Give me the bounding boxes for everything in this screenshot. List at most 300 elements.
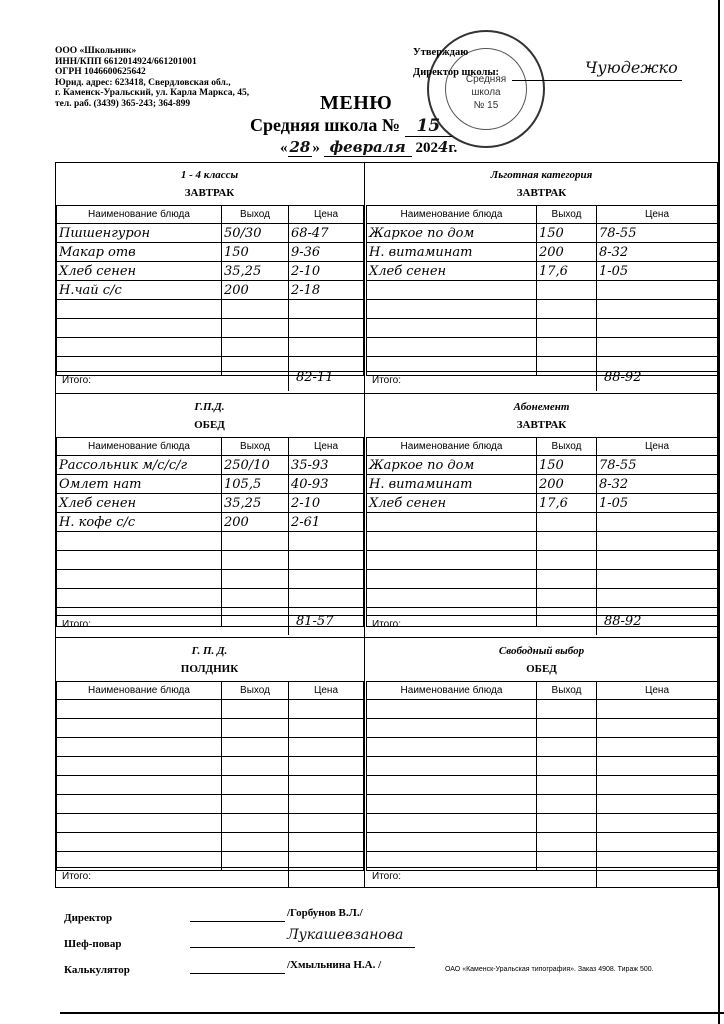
- column-divider: [364, 163, 365, 887]
- price-cell: 8-32: [597, 475, 718, 494]
- price-cell: [289, 551, 364, 570]
- column-header-name: Наименование блюда: [367, 206, 537, 224]
- output-cell: [537, 738, 597, 757]
- dish-name-cell: Жаркое по дом: [367, 456, 537, 475]
- table-row: [367, 338, 718, 357]
- output-cell: [222, 319, 289, 338]
- dish-name-cell: [367, 589, 537, 608]
- dish-name-cell: Н. витаминат: [367, 243, 537, 262]
- table-row: [367, 357, 718, 376]
- total-box-divider: [596, 615, 597, 635]
- school-title: [250, 115, 452, 136]
- price-cell: [289, 719, 364, 738]
- dish-name-cell: [367, 281, 537, 300]
- output-cell: [537, 570, 597, 589]
- total-box-divider: [596, 371, 597, 391]
- table-row: [57, 319, 364, 338]
- output-cell: [222, 589, 289, 608]
- column-header-price: Цена: [597, 206, 718, 224]
- table-row: [57, 494, 364, 513]
- table-row: [367, 319, 718, 338]
- panel-meal: ПОЛДНИК: [180, 663, 239, 675]
- output-cell: 200: [222, 281, 289, 300]
- price-cell: [289, 338, 364, 357]
- output-cell: [537, 814, 597, 833]
- dish-name-cell: [367, 357, 537, 376]
- price-cell: [289, 319, 364, 338]
- output-cell: 200: [222, 513, 289, 532]
- price-cell: [597, 833, 718, 852]
- org-phone: тел. раб. (3439) 365-243; 364-899: [55, 98, 191, 109]
- price-cell: [597, 700, 718, 719]
- panel-category: Г. П. Д.: [191, 645, 228, 657]
- dish-name-cell: Рассольник м/с/с/г: [57, 456, 222, 475]
- total-box-divider: [288, 371, 289, 391]
- dish-name-cell: Макар отв: [57, 243, 222, 262]
- total-box-divider: [596, 867, 597, 887]
- panel-meal: ЗАВТРАК: [516, 419, 567, 431]
- output-cell: [222, 570, 289, 589]
- approval-label: Утверждаю: [413, 47, 469, 58]
- table-row: [367, 551, 718, 570]
- table-row: [57, 719, 364, 738]
- output-cell: 35,25: [222, 262, 289, 281]
- total-value: 82-11: [296, 370, 334, 385]
- output-cell: [222, 700, 289, 719]
- chef-label: Шеф-повар: [64, 938, 122, 950]
- stamp-line-1: Средняя: [465, 74, 507, 85]
- menu-date: « 28 » февраля 2024г.: [280, 138, 458, 156]
- panel-category: Абонемент: [513, 401, 570, 413]
- scan-edge-right: [718, 0, 720, 1024]
- output-cell: [222, 532, 289, 551]
- total-label: Итого:: [372, 871, 401, 882]
- table-row: [367, 532, 718, 551]
- table-header-row: [57, 682, 364, 700]
- date-year: 202: [415, 140, 438, 156]
- dish-name-cell: [57, 319, 222, 338]
- output-cell: 150: [537, 456, 597, 475]
- output-cell: [537, 719, 597, 738]
- dish-name-cell: Н. витаминат: [367, 475, 537, 494]
- table-row: [57, 757, 364, 776]
- table-row: [57, 589, 364, 608]
- menu-table: [56, 681, 364, 871]
- table-row: [57, 243, 364, 262]
- director-signature: Чуюдежко: [585, 58, 678, 77]
- dish-name-cell: [367, 338, 537, 357]
- column-header-price: Цена: [597, 438, 718, 456]
- org-address-2: г. Каменск-Уральский, ул. Карла Маркса, 45,: [55, 88, 250, 99]
- price-cell: [289, 795, 364, 814]
- menu-table: [366, 205, 718, 376]
- table-row: [367, 814, 718, 833]
- price-cell: 2-18: [289, 281, 364, 300]
- table-row: [367, 719, 718, 738]
- dish-name-cell: [57, 357, 222, 376]
- dish-name-cell: [367, 814, 537, 833]
- dish-name-cell: [57, 589, 222, 608]
- total-row-line: [366, 867, 717, 868]
- school-number: 15: [405, 116, 453, 137]
- column-header-output: Выход: [537, 682, 597, 700]
- chef-sign-line: [190, 947, 285, 948]
- dish-name-cell: [367, 300, 537, 319]
- date-month: февраля: [324, 138, 412, 157]
- dish-name-cell: Жаркое по дом: [367, 224, 537, 243]
- output-cell: [537, 700, 597, 719]
- dish-name-cell: [367, 700, 537, 719]
- output-cell: 250/10: [222, 456, 289, 475]
- director-signature-line: [512, 80, 682, 81]
- dish-name-cell: Пшшенгурон: [57, 224, 222, 243]
- dish-name-cell: Н.чай с/с: [57, 281, 222, 300]
- price-cell: [597, 338, 718, 357]
- price-cell: [289, 833, 364, 852]
- output-cell: [537, 833, 597, 852]
- stamp-line-3: № 15: [473, 100, 499, 111]
- menu-table: [366, 437, 718, 627]
- panel-category: Г.П.Д.: [194, 401, 225, 413]
- output-cell: [537, 776, 597, 795]
- output-cell: [537, 608, 597, 627]
- table-row: [57, 833, 364, 852]
- output-cell: [222, 338, 289, 357]
- price-cell: 40-93: [289, 475, 364, 494]
- org-ogrn: ОГРН 1046600625642: [55, 67, 146, 78]
- section-divider-2: [56, 637, 717, 638]
- dish-name-cell: [367, 719, 537, 738]
- dish-name-cell: [367, 776, 537, 795]
- table-row: [367, 833, 718, 852]
- school-label: Средняя школа №: [250, 115, 400, 135]
- price-cell: 1-05: [597, 262, 718, 281]
- dish-name-cell: Омлет нат: [57, 475, 222, 494]
- output-cell: [537, 532, 597, 551]
- dish-name-cell: [57, 551, 222, 570]
- dish-name-cell: [57, 757, 222, 776]
- output-cell: [537, 357, 597, 376]
- panel-meal: ЗАВТРАК: [516, 187, 567, 199]
- panel-meal: ЗАВТРАК: [184, 187, 235, 199]
- menu-table: [366, 681, 718, 871]
- price-cell: 2-61: [289, 513, 364, 532]
- menu-panel: [366, 395, 717, 635]
- total-row-line: [56, 371, 363, 372]
- table-row: [367, 513, 718, 532]
- output-cell: [537, 338, 597, 357]
- price-cell: [597, 589, 718, 608]
- date-year-hand: 4: [437, 138, 449, 156]
- price-cell: [597, 719, 718, 738]
- director-school-label: Директор школы:: [413, 67, 500, 78]
- output-cell: [222, 814, 289, 833]
- dish-name-cell: [57, 719, 222, 738]
- output-cell: [537, 281, 597, 300]
- price-cell: 78-55: [597, 224, 718, 243]
- table-row: [57, 700, 364, 719]
- date-day: 28: [289, 138, 311, 156]
- director-label: Директор: [64, 912, 113, 924]
- table-row: [57, 475, 364, 494]
- dish-name-cell: [367, 570, 537, 589]
- column-header-name: Наименование блюда: [367, 682, 537, 700]
- table-row: [57, 281, 364, 300]
- section-divider-1: [56, 393, 717, 394]
- calc-sign-line: [190, 973, 285, 974]
- output-cell: 17,6: [537, 494, 597, 513]
- column-header-name: Наименование блюда: [57, 438, 222, 456]
- output-cell: [537, 589, 597, 608]
- table-row: [57, 338, 364, 357]
- price-cell: [597, 551, 718, 570]
- org-address-1: Юрид. адрес: 623418, Свердловская обл.,: [55, 77, 231, 88]
- table-row: [367, 776, 718, 795]
- dish-name-cell: [367, 795, 537, 814]
- dish-name-cell: [57, 738, 222, 757]
- total-label: Итого:: [372, 375, 401, 386]
- menu-panel: [366, 163, 717, 391]
- price-cell: [289, 532, 364, 551]
- table-row: [57, 300, 364, 319]
- output-cell: [222, 551, 289, 570]
- dish-name-cell: Хлеб сенен: [367, 262, 537, 281]
- output-cell: [222, 738, 289, 757]
- table-row: [57, 551, 364, 570]
- output-cell: 150: [222, 243, 289, 262]
- output-cell: [537, 300, 597, 319]
- output-cell: 105,5: [222, 475, 289, 494]
- output-cell: [537, 757, 597, 776]
- table-row: [57, 814, 364, 833]
- table-row: [57, 532, 364, 551]
- output-cell: 150: [537, 224, 597, 243]
- total-row-line: [366, 615, 717, 616]
- column-header-name: Наименование блюда: [57, 206, 222, 224]
- price-cell: [289, 757, 364, 776]
- column-header-output: Выход: [537, 206, 597, 224]
- price-cell: [289, 589, 364, 608]
- dish-name-cell: [57, 300, 222, 319]
- total-label: Итого:: [62, 375, 91, 386]
- menu-table: [56, 205, 364, 376]
- table-header-row: [57, 206, 364, 224]
- price-cell: [597, 532, 718, 551]
- price-cell: [289, 814, 364, 833]
- output-cell: 35,25: [222, 494, 289, 513]
- dish-name-cell: [57, 795, 222, 814]
- table-row: [367, 589, 718, 608]
- dish-name-cell: [367, 833, 537, 852]
- output-cell: [222, 608, 289, 627]
- scan-edge-bottom: [60, 1012, 724, 1014]
- menu-table: [56, 437, 364, 627]
- price-cell: [289, 700, 364, 719]
- column-header-output: Выход: [537, 438, 597, 456]
- column-header-price: Цена: [289, 206, 364, 224]
- table-row: [57, 513, 364, 532]
- table-row: [367, 757, 718, 776]
- table-row: [367, 262, 718, 281]
- total-value: 88-92: [604, 370, 642, 385]
- output-cell: 200: [537, 243, 597, 262]
- output-cell: [222, 776, 289, 795]
- calculator-name: /Хмыльнина Н.А. /: [287, 959, 382, 971]
- table-row: [367, 608, 718, 627]
- output-cell: [537, 795, 597, 814]
- price-cell: [597, 776, 718, 795]
- output-cell: [222, 357, 289, 376]
- output-cell: [537, 551, 597, 570]
- chef-name-line: [285, 947, 415, 948]
- dish-name-cell: [57, 776, 222, 795]
- total-row-line: [56, 615, 363, 616]
- table-row: [367, 243, 718, 262]
- table-row: [367, 300, 718, 319]
- price-cell: [597, 738, 718, 757]
- panel-meal: ОБЕД: [526, 663, 557, 675]
- stamp-line-2: школа: [471, 87, 501, 98]
- price-cell: 78-55: [597, 456, 718, 475]
- output-cell: 17,6: [537, 262, 597, 281]
- output-cell: [222, 300, 289, 319]
- dish-name-cell: [367, 551, 537, 570]
- price-cell: 2-10: [289, 262, 364, 281]
- column-header-price: Цена: [289, 438, 364, 456]
- dish-name-cell: [367, 532, 537, 551]
- table-row: [367, 795, 718, 814]
- price-cell: [289, 776, 364, 795]
- column-header-price: Цена: [597, 682, 718, 700]
- table-row: [57, 795, 364, 814]
- total-label: Итого:: [62, 619, 91, 630]
- total-label: Итого:: [62, 871, 91, 882]
- table-row: [57, 456, 364, 475]
- price-cell: 2-10: [289, 494, 364, 513]
- price-cell: [597, 814, 718, 833]
- table-row: [367, 570, 718, 589]
- menu-grid: [55, 162, 718, 888]
- signers-block: [64, 905, 130, 983]
- panel-category: 1 - 4 классы: [180, 169, 239, 181]
- menu-panel: [56, 639, 363, 887]
- dish-name-cell: Хлеб сенен: [57, 262, 222, 281]
- menu-panel: [366, 639, 717, 887]
- dish-name-cell: Хлеб сенен: [367, 494, 537, 513]
- total-row-line: [366, 371, 717, 372]
- table-row: [367, 494, 718, 513]
- dish-name-cell: [57, 814, 222, 833]
- price-cell: [597, 795, 718, 814]
- chef-name: Лукашевзанова: [287, 927, 404, 943]
- table-row: [367, 224, 718, 243]
- price-cell: 1-05: [597, 494, 718, 513]
- table-row: [367, 456, 718, 475]
- price-cell: [289, 570, 364, 589]
- panel-category: Свободный выбор: [498, 645, 585, 657]
- price-cell: 8-32: [597, 243, 718, 262]
- total-value: 81-57: [296, 614, 334, 629]
- dish-name-cell: [57, 570, 222, 589]
- price-cell: [597, 570, 718, 589]
- price-cell: [597, 300, 718, 319]
- total-box-divider: [288, 615, 289, 635]
- output-cell: [222, 757, 289, 776]
- calculator-label: Калькулятор: [64, 964, 130, 976]
- price-cell: 68-47: [289, 224, 364, 243]
- table-row: [57, 570, 364, 589]
- table-row: [57, 776, 364, 795]
- org-inn: ИНН/КПП 6612014924/661201001: [55, 56, 197, 67]
- output-cell: 50/30: [222, 224, 289, 243]
- total-label: Итого:: [372, 619, 401, 630]
- output-cell: [222, 719, 289, 738]
- dish-name-cell: [57, 338, 222, 357]
- panel-category: Льготная категория: [490, 169, 593, 181]
- dish-name-cell: [367, 513, 537, 532]
- output-cell: [537, 319, 597, 338]
- output-cell: 200: [537, 475, 597, 494]
- table-row: [367, 475, 718, 494]
- table-row: [57, 224, 364, 243]
- price-cell: [597, 281, 718, 300]
- menu-panel: [56, 395, 363, 635]
- column-header-output: Выход: [222, 206, 289, 224]
- table-header-row: [367, 682, 718, 700]
- dish-name-cell: Хлеб сенен: [57, 494, 222, 513]
- output-cell: [222, 833, 289, 852]
- column-header-name: Наименование блюда: [57, 682, 222, 700]
- table-row: [57, 738, 364, 757]
- column-header-name: Наименование блюда: [367, 438, 537, 456]
- column-header-price: Цена: [289, 682, 364, 700]
- total-value: 88-92: [604, 614, 642, 629]
- dish-name-cell: [57, 700, 222, 719]
- column-header-output: Выход: [222, 438, 289, 456]
- table-row: [57, 262, 364, 281]
- table-row: [367, 281, 718, 300]
- dish-name-cell: Н. кофе с/с: [57, 513, 222, 532]
- director-name: /Горбунов В.Л./: [287, 907, 363, 919]
- director-sign-line: [190, 921, 285, 922]
- total-box-divider: [288, 867, 289, 887]
- dish-name-cell: [57, 833, 222, 852]
- org-name: ООО «Школьник»: [55, 46, 137, 56]
- dish-name-cell: [367, 738, 537, 757]
- table-row: [367, 700, 718, 719]
- price-cell: [289, 738, 364, 757]
- price-cell: 35-93: [289, 456, 364, 475]
- price-cell: [289, 300, 364, 319]
- dish-name-cell: [367, 757, 537, 776]
- price-cell: 9-36: [289, 243, 364, 262]
- price-cell: [597, 319, 718, 338]
- column-header-output: Выход: [222, 682, 289, 700]
- total-row-line: [56, 867, 363, 868]
- dish-name-cell: [57, 532, 222, 551]
- page-title: МЕНЮ: [320, 92, 393, 114]
- menu-panel: [56, 163, 363, 391]
- output-cell: [537, 513, 597, 532]
- table-header-row: [57, 438, 364, 456]
- table-row: [367, 738, 718, 757]
- table-header-row: [367, 206, 718, 224]
- dish-name-cell: [367, 319, 537, 338]
- table-header-row: [367, 438, 718, 456]
- panel-meal: ОБЕД: [194, 419, 225, 431]
- price-cell: [597, 757, 718, 776]
- output-cell: [222, 795, 289, 814]
